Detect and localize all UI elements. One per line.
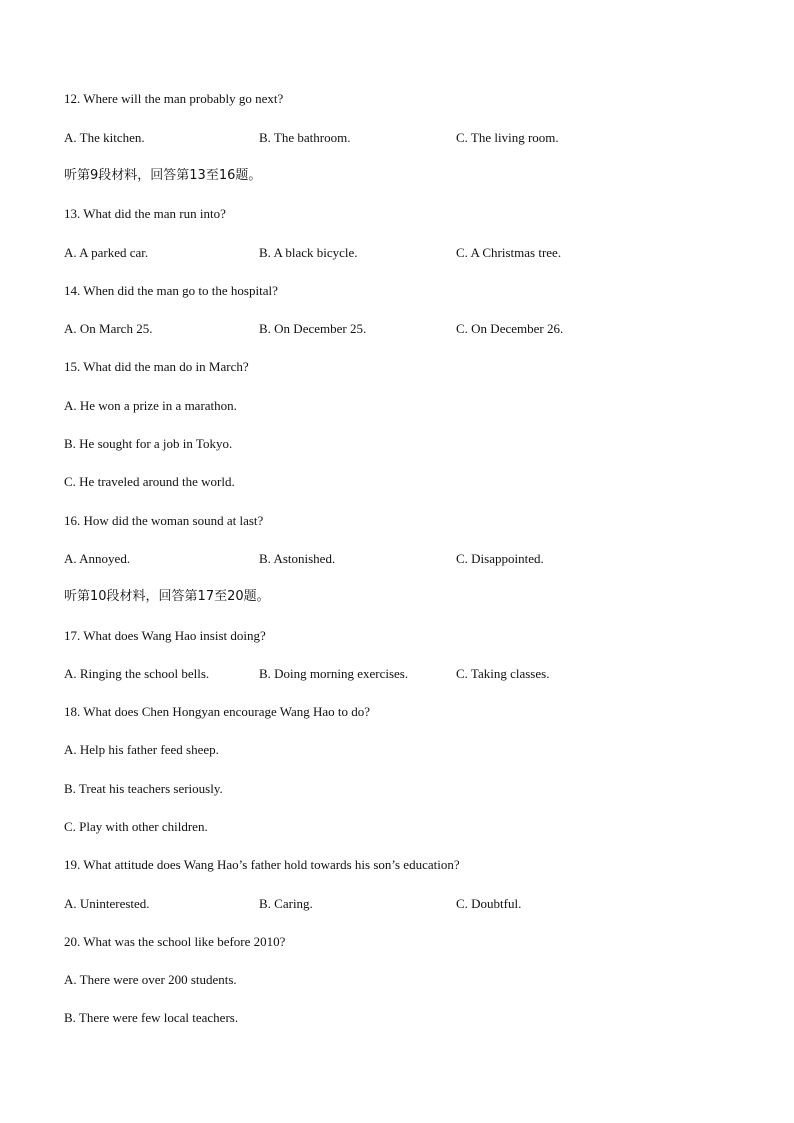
section-heading-10: 听第10段材料，回答第17至20题。: [64, 589, 270, 604]
option-20-b: B. There were few local teachers.: [64, 1010, 239, 1025]
option-15-c: C. He traveled around the world.: [64, 474, 235, 489]
option-16-c: C. Disappointed.: [456, 551, 544, 566]
question-15: 15. What did the man do in March?: [64, 359, 249, 374]
option-19-a: A. Uninterested.: [64, 896, 150, 911]
option-18-c: C. Play with other children.: [64, 819, 208, 834]
option-13-b: B. A black bicycle.: [259, 245, 358, 260]
option-16-a: A. Annoyed.: [64, 551, 131, 566]
option-19-c: C. Doubtful.: [456, 896, 522, 911]
option-17-a: A. Ringing the school bells.: [64, 666, 210, 681]
option-14-c: C. On December 26.: [456, 321, 564, 336]
question-13: 13. What did the man run into?: [64, 206, 226, 221]
option-13-a: A. A parked car.: [64, 245, 149, 260]
option-15-a: A. He won a prize in a marathon.: [64, 398, 237, 413]
question-16: 16. How did the woman sound at last?: [64, 513, 264, 528]
question-12: 12. Where will the man probably go next?: [64, 91, 284, 106]
option-12-a: A. The kitchen.: [64, 130, 145, 145]
option-15-b: B. He sought for a job in Tokyo.: [64, 436, 233, 451]
question-19: 19. What attitude does Wang Hao’s father hold towards his son’s education?: [64, 857, 460, 872]
option-12-b: B. The bathroom.: [259, 130, 351, 145]
section-heading-9: 听第9段材料，回答第13至16题。: [64, 168, 262, 183]
option-12-c: C. The living room.: [456, 130, 559, 145]
option-17-b: B. Doing morning exercises.: [259, 666, 409, 681]
option-14-b: B. On December 25.: [259, 321, 367, 336]
option-18-a: A. Help his father feed sheep.: [64, 742, 219, 757]
question-17: 17. What does Wang Hao insist doing?: [64, 628, 266, 643]
question-18: 18. What does Chen Hongyan encourage Wang Hao to do?: [64, 704, 371, 719]
option-18-b: B. Treat his teachers seriously.: [64, 781, 223, 796]
option-13-c: C. A Christmas tree.: [456, 245, 562, 260]
option-20-a: A. There were over 200 students.: [64, 972, 237, 987]
option-16-b: B. Astonished.: [259, 551, 336, 566]
option-14-a: A. On March 25.: [64, 321, 153, 336]
question-20: 20. What was the school like before 2010?: [64, 934, 286, 949]
option-19-b: B. Caring.: [259, 896, 313, 911]
question-14: 14. When did the man go to the hospital?: [64, 283, 278, 298]
option-17-c: C. Taking classes.: [456, 666, 550, 681]
